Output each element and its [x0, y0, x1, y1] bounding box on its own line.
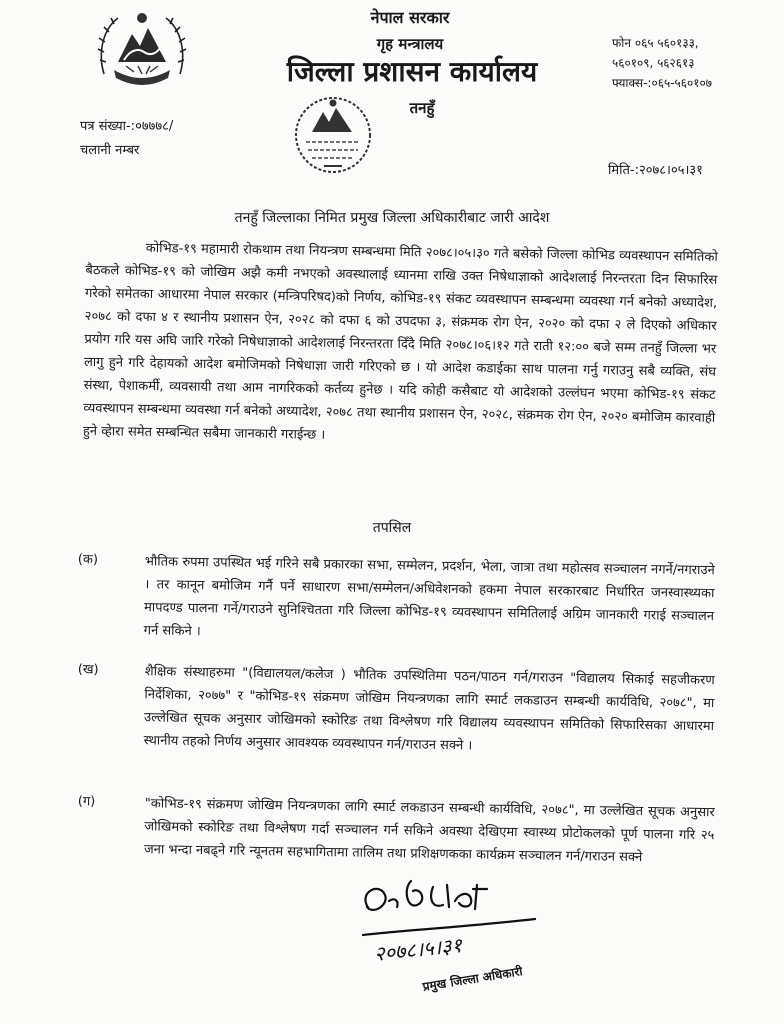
- office-name: जिल्ला प्रशासन कार्यालय: [286, 55, 538, 88]
- signatory-stamp: प्रमुख जिल्ला अधिकारी: [421, 964, 524, 994]
- fax-number: फ्याक्स-:०६५-५६०१०७: [612, 76, 712, 90]
- dispatch-number: चलानी नम्बर: [80, 143, 140, 158]
- letter-number: पत्र संख्या-:०७७७८/: [80, 119, 174, 134]
- item-marker: (ग): [77, 794, 96, 810]
- item-text: "कोभिड-१९ संक्रमण जोखिम नियन्त्रणका लागि स्मार्ट लकडाउन सम्बन्धी कार्यविधि, २०७८", मा उल्लेखित सूचक अनुसार जोखिमको स्कोरिङ तथा विश्लेषण गर्दा सञ्चालन गर्न सकिने अवस्था देखिएमा स्वास्थ्य प्रोटोकलको पूर्ण पालना गरि २५ जना भन्दा नबढ्ने गरि न्यूनतम सहभागितामा तालिम तथा प्रशिक्षणकका कार्यक्रम सञ्चालन गर्न/गराउन सक्ने: [143, 796, 715, 866]
- ministry-name: गृह मन्त्रालय: [376, 35, 444, 53]
- phone-line-1: फोन ०६५ ५६०१३३,: [612, 36, 699, 50]
- item-text: शैक्षिक संस्थाहरुमा "(विद्यालयल/कलेज ) भौतिक उपस्थितिमा पठन/पाठन गर्न/गराउन "विद्यालय सिकाई सहजीकरण निर्देशिका, २०७७" र "कोभिड-१९ संक्रमण जोखिम नियन्त्रणका लागि स्मार्ट लकडाउन सम्बन्धी कार्यविधि, २०७८", मा उल्लेखित सूचक अनुसार जोखिमको स्कोरिङ तथा विश्लेषण गरि विद्यालय व्यवस्थापन समितिको सिफारिसका आधारमा स्थानीय तहको निर्णय अनुसार आवश्यक व्यवस्थापन गर्न/गराउन सक्ने ।: [143, 664, 715, 754]
- schedule-heading: तपसिल: [372, 520, 412, 536]
- item-marker: (क): [77, 552, 99, 568]
- phone-line-2: ५६०१०९, ५६२६१३: [612, 56, 695, 70]
- government-name: नेपाल सरकार: [370, 8, 450, 27]
- item-marker: (ख): [77, 662, 99, 678]
- schedule-item-ka: [0, 548, 784, 640]
- schedule-item-kha: [0, 658, 784, 754]
- notice-title: तनहुँ जिल्लाका निमित प्रमुख जिल्ला अधिकारीबाट जारी आदेश: [234, 210, 550, 226]
- district-name: तनहुँ: [409, 99, 435, 117]
- item-text: भौतिक रुपमा उपस्थित भई गरिने सबै प्रकारका सभा, सम्मेलन, प्रदर्शन, भेला, जात्रा तथा महोत्सव सञ्चालन नगर्ने/नगराउने । तर कानून बमोजिम गर्नै पर्ने साधारण सभा/सम्मेलन/अधिवेशनको हकमा नेपाल सरकारबाट निर्धारित जनस्वास्थ्यका मापदण्ड पालना गर्ने/गराउने सुनिश्चितता गरि जिल्ला कोभिड-१९ व्यवस्थापन समितिलाई अग्रिम जानकारी गराई सञ्चालन गर्न सकिने ।: [143, 554, 715, 640]
- notice-body: कोभिड-१९ महामारी रोकथाम तथा नियन्त्रण सम्बन्धमा मिति २०७८।०५।३० गते बसेको जिल्ला कोभिड व्यवस्थापन समितिको बैठकले कोभिड-१९ को जोखिम अझै कमी नभएको अवस्थालाई ध्यानमा राखि उक्त निषेधाज्ञाको आदेशलाई निरन्तरता दिन सिफारिस गरेको समेतका आधारमा नेपाल सरकार (मन्त्रिपरिषद)को निर्णय, कोभिड-१९ संकट व्यवस्थापन सम्बन्धमा व्यवस्था गर्न बनेको अध्यादेश, २०७८ को दफा ४ र स्थानीय प्रशासन ऐन, २०२८ को दफा ६ को उपदफा ३, संक्रमक रोग ऐन, २०२० को दफा २ ले दिएको अधिकार प्रयोग गरि यस अघि जारि गरेको निषेधाज्ञाको आदेशलाई निरन्तरता दिँदै मिति २०७८।०६।१२ गते राती १२:०० बजे सम्म तनहुँ जिल्ला भर लागु हुने गरि देहायको आदेश बमोजिमको निषेधाज्ञा जारी गरिएको छ । यो आदेश कडाईका साथ पालना गर्नु गराउनु सबै व्यक्ति, संघ संस्था, पेशाकर्मी, व्यवसायी तथा आम नागरिकको कर्तव्य हुनेछ । यदि कोही कसैबाट यो आदेशको उल्लंघन भएमा कोभिड-१९ संकट व्यवस्थापन सम्बन्धमा व्यवस्था गर्न बनेको अध्यादेश, २०७८ तथा स्थानीय प्रशासन ऐन, २०२८, संक्रमक रोग ऐन, २०२० बमोजिम कारवाही हुने व्हेारा समेत सम्बन्धित सबैमा जानकारी गराईन्छ ।: [82, 240, 718, 443]
- office-seal-icon: [292, 92, 374, 178]
- handwritten-date: २०७८।५।३१: [373, 932, 464, 966]
- schedule-item-ga: [0, 790, 784, 866]
- letter-date: मिति-:२०७८।०५।३१: [608, 163, 703, 178]
- nepal-emblem-icon: [94, 4, 190, 92]
